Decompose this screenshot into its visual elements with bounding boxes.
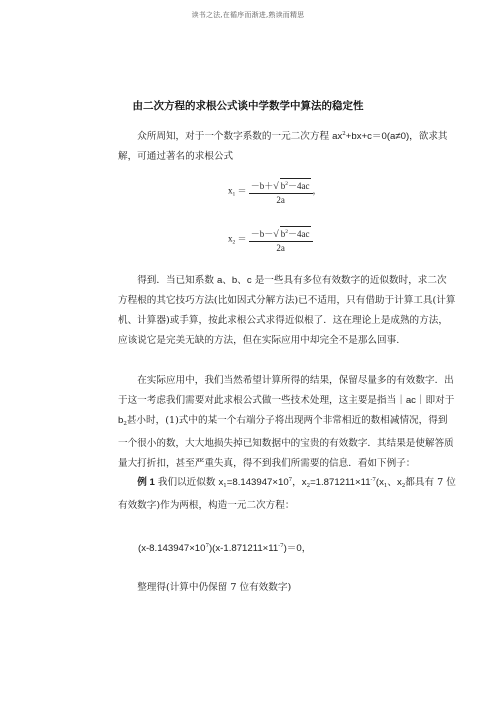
intro-text-b: ，欲求其解，可通过著名的求根公式 (118, 131, 448, 162)
equation-lead: ax (332, 131, 343, 142)
constructed-equation: $(x-8.143947\times 10^7)(x-1.871211\times 11^{-7})=0$， (138, 543, 312, 554)
fraction-2: $\frac{-b-√ b^2-4ac}{2a}$ (249, 226, 313, 253)
example-label: 例 1 (137, 477, 155, 488)
paragraph-3: 在实际应用中，我们当然希望计算所得的结果，保留尽量多的有效数字．出于这一考虑我们需要对此求根公式做一些技术处理，这主要是指当｜ac｜即对于$b_2$甚小时，(1)式中的某一个右端分子将出现两个非常相近的数相减情况，得到一个很小的数，大大地损失掉已知数据中的宝贵的有效数字．其结果是使解答质量大打折扣，甚至严重失真，得不到我们所需要的信息．看如下例子： (118, 375, 455, 469)
root-formula-1: $x_1$ ＝ $\frac{-b+√ b^2-4ac}{2a}$ ， (228, 178, 322, 205)
intro-text-a: 众所周知，对于一个数字系数的一元二次方程 (137, 131, 333, 142)
paragraph-2: 得到．当已知系数 a、b、c 是一些具有多位有效数字的近似数时，求二次方程根的其它技巧方法(比如因式分解方法)已不适用，只有借助于计算工具(计算机、计算器)或手算，按此求根公式求得近似根了．这在理论上是成熟的方法，应该说它是完美无缺的方法，但在实际应用中却完全不是那么回事. (118, 275, 456, 346)
example-paragraph: 例 1 我们以近似数 $x_1=8.143947\times 10^7$，$x_2=1.871211\times 11^{-7}(x_1$、$x_2$都具有 7 位有效数字)作为两根，构造一元二次方程： (118, 477, 456, 511)
article-title: 由二次方程的求根公式谈中学数学中算法的稳定性 (132, 100, 364, 112)
intro-paragraph: 众所周知，对于一个数字系数的一元二次方程 $ax^2+bx+c=0(a\ne 0)$，欲求其解，可通过著名的求根公式 (118, 131, 448, 162)
closing-line: 整理得(计算中仍保留 7 位有效数字) (137, 582, 292, 593)
equation-tail: +bx+c＝0(a≠0) (345, 131, 410, 142)
fraction-1: $\frac{-b+√ b^2-4ac}{2a}$ (249, 178, 313, 205)
page-header-motto: 读书之法,在循序而渐进,熟读而精思 (191, 11, 305, 19)
root-formula-2: $x_2$ ＝ $\frac{-b-√ b^2-4ac}{2a}$ (228, 226, 313, 253)
